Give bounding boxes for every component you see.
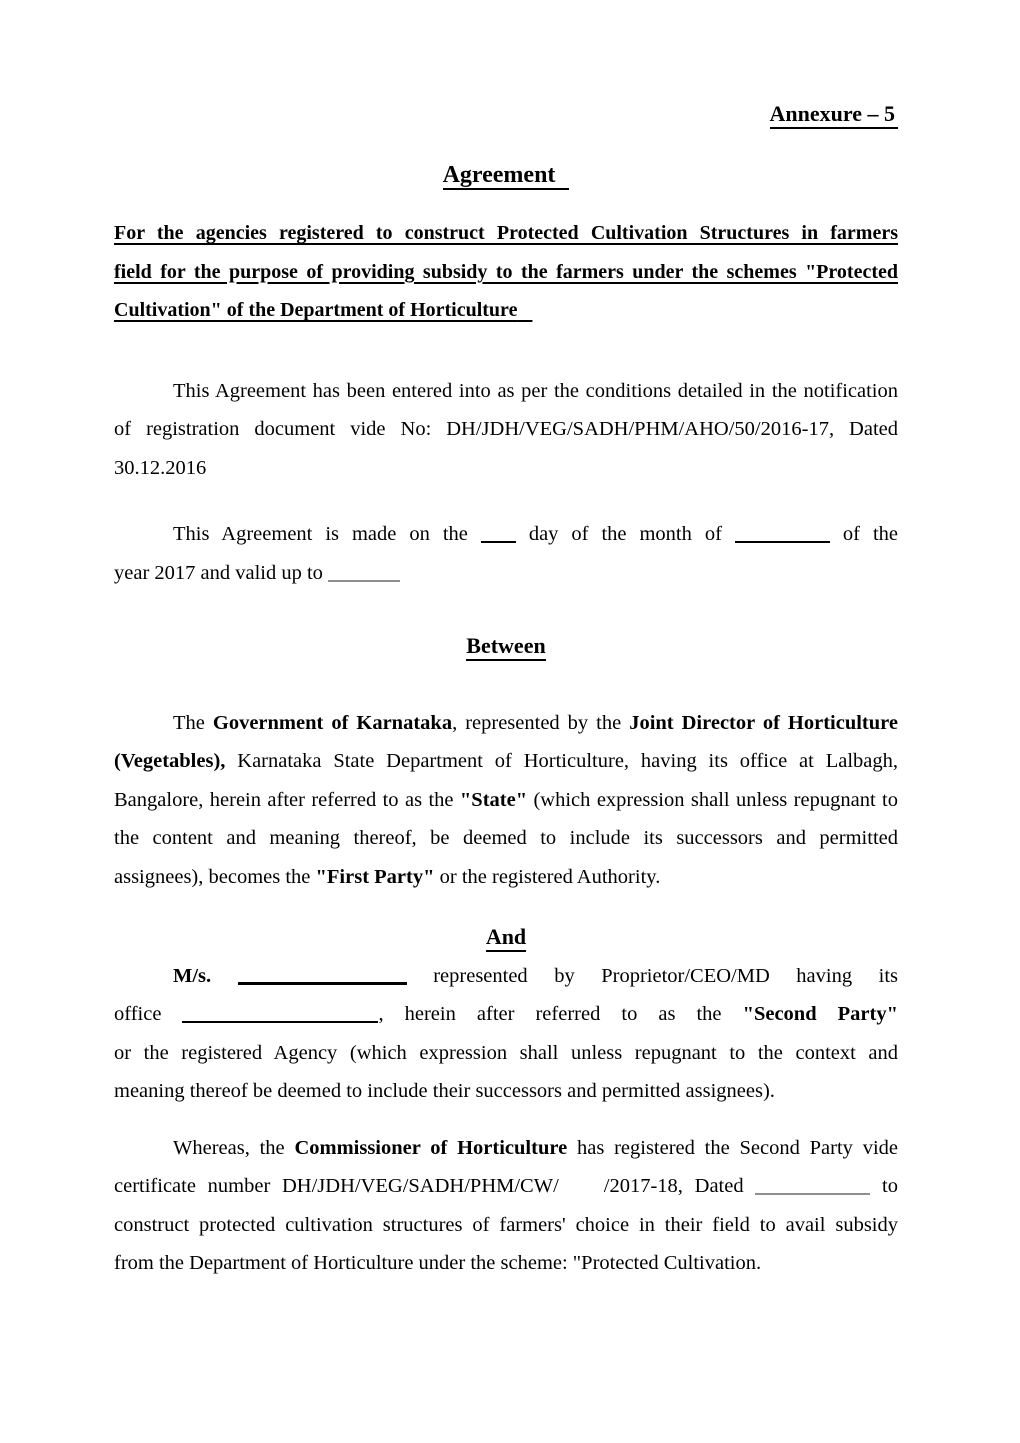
text-segment: from the Department of Horticulture under the scheme: "Protected Cultivation. — [114, 1252, 762, 1274]
blank-gap — [559, 1191, 604, 1192]
text-segment: of the — [829, 523, 898, 545]
fill-in-blank — [238, 982, 407, 985]
text-segment: represented by Proprietor/CEO/MD having its — [406, 964, 898, 987]
text-line — [114, 372, 898, 411]
text-segment: or the registered Authority. — [434, 865, 661, 888]
text-line — [114, 253, 898, 292]
text-line — [114, 995, 898, 1034]
text-segment: certificate number DH/JDH/VEG/SADH/PHM/CW/ — [114, 1175, 559, 1197]
text-line — [114, 781, 898, 820]
text-segment: (Vegetables), — [114, 750, 226, 772]
text-segment: , herein after referred to as the — [378, 1003, 743, 1025]
text-segment: or the registered Agency (which expression shall unless repugnant to the context and — [114, 1041, 898, 1064]
text-segment: to — [870, 1175, 898, 1197]
text-segment: /2017-18, Dated — [603, 1175, 756, 1197]
text-line — [114, 1206, 898, 1245]
text-line — [114, 410, 898, 449]
page-title — [114, 156, 898, 195]
paragraph-agreement-date — [114, 515, 898, 592]
text-line — [114, 554, 898, 593]
text-segment: Bangalore, herein after referred to as the — [114, 788, 460, 811]
text-line — [114, 957, 898, 996]
text-segment: (which expression shall unless repugnant to — [527, 788, 898, 811]
text-segment: Whereas, the — [173, 1136, 295, 1159]
paragraph-first-party — [114, 704, 898, 897]
text-line — [114, 742, 898, 781]
text-line — [114, 1034, 898, 1073]
text-segment: This Agreement is made on the — [173, 523, 481, 545]
fill-in-blank — [735, 541, 830, 543]
text-segment: The — [173, 711, 213, 734]
text-segment: , represented by the — [452, 711, 630, 734]
text-segment: the content and meaning thereof, be deemed to include its successors and permitted — [114, 827, 898, 849]
text-segment: year 2017 and valid up to — [114, 561, 329, 584]
text-segment: For the agencies registered to construct Protected Cultivation Structures in farmers — [114, 222, 898, 244]
annexure-text: Annexure – 5 — [770, 102, 899, 129]
text-line — [114, 1167, 898, 1206]
text-segment: office — [114, 1003, 183, 1025]
text-segment: M/s. — [173, 964, 238, 987]
text-segment: 30.12.2016 — [114, 456, 207, 479]
annexure-label — [114, 95, 898, 134]
text-segment: field for the purpose of providing subsidy to the farmers under the schemes "Protected — [114, 260, 898, 283]
text-segment: Cultivation" of the Department of Horticulture — [114, 299, 518, 321]
fill-in-blank — [481, 541, 516, 543]
text-line — [114, 704, 898, 743]
text-segment: Government of Karnataka — [212, 711, 453, 734]
text-segment: Joint Director of Horticulture — [629, 711, 898, 734]
paragraph-subtitle — [114, 214, 898, 330]
paragraph-notification — [114, 372, 898, 488]
text-line — [114, 291, 898, 330]
fill-in-blank — [328, 580, 400, 582]
text-line — [114, 449, 898, 488]
fill-in-blank — [182, 1021, 378, 1023]
text-line — [114, 214, 898, 253]
page-title-text: Agreement — [443, 162, 570, 191]
heading-and-text: And — [486, 925, 526, 952]
text-line — [114, 819, 898, 858]
text-segment: meaning thereof be deemed to include their successors and permitted assignees). — [114, 1080, 775, 1102]
text-segment: Commissioner of Horticulture — [294, 1136, 568, 1159]
heading-between-text: Between — [466, 634, 545, 661]
text-segment: "State" — [459, 788, 528, 811]
text-line — [114, 1129, 898, 1168]
text-line — [114, 1072, 898, 1111]
text-segment: This Agreement has been entered into as per the conditions detailed in the notification — [173, 379, 898, 402]
heading-and — [114, 918, 898, 957]
text-segment: construct protected cultivation structures of farmers' choice in their field to avail subsidy — [114, 1213, 898, 1236]
text-segment: "Second Party" — [742, 1003, 898, 1025]
agreement-document — [114, 95, 898, 1283]
heading-between — [114, 627, 898, 666]
text-segment: assignees), becomes the — [114, 865, 316, 888]
text-line — [114, 515, 898, 554]
text-segment: Karnataka State Department of Horticulture, having its office at Lalbagh, — [225, 750, 898, 772]
text-segment: "First Party" — [315, 865, 435, 888]
paragraph-whereas — [114, 1129, 898, 1283]
text-line — [114, 1244, 898, 1283]
paragraph-second-party — [114, 957, 898, 1111]
fill-in-blank — [755, 1193, 870, 1195]
text-segment: of registration document vide No: DH/JDH/VEG/SADH/PHM/AHO/50/2016-17, Dated — [114, 418, 898, 440]
text-segment: day of the month of — [515, 523, 735, 545]
text-line — [114, 858, 898, 897]
text-segment: has registered the Second Party vide — [567, 1136, 898, 1159]
